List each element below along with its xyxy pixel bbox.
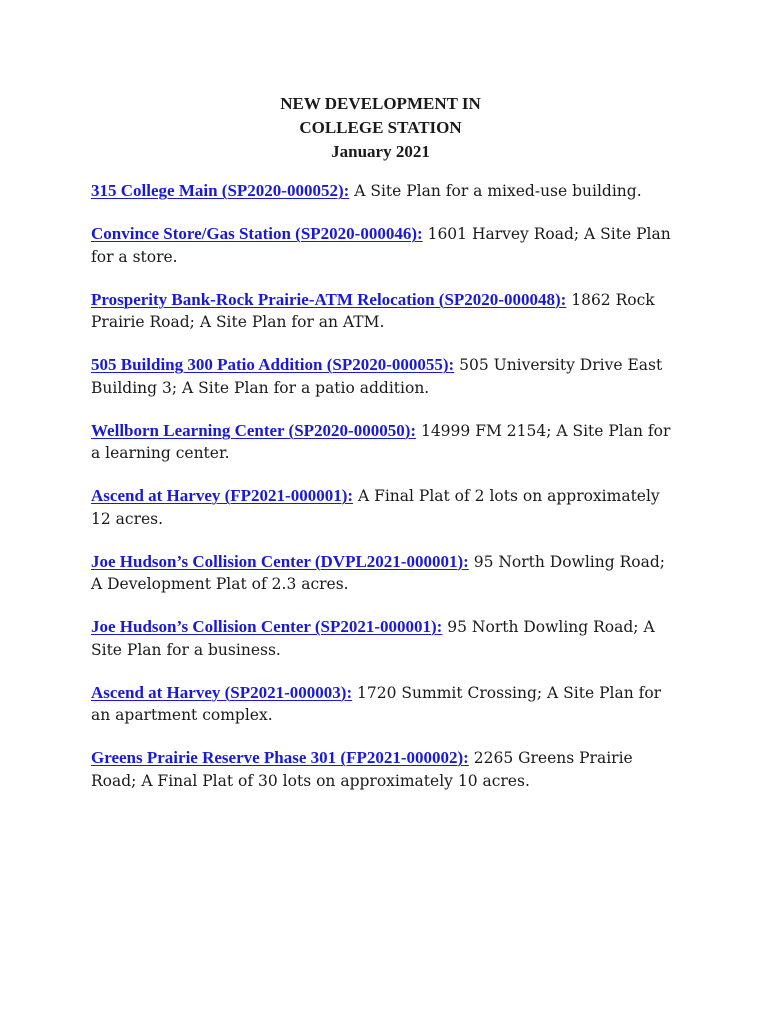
entry-description: 2265 Greens Prairie Road; A Final Plat of 30 lots on approximately 10 acres.: [91, 749, 633, 790]
list-item: [91, 354, 676, 399]
list-item: [91, 180, 676, 203]
entry-description: 1862 Rock Prairie Road; A Site Plan for an ATM.: [91, 290, 655, 331]
header-line-3: January 2021: [331, 142, 430, 161]
entry-link[interactable]: Joe Hudson’s Collision Center (SP2021-000001):: [91, 617, 443, 636]
entry-description: 1720 Summit Crossing; A Site Plan for an apartment complex.: [91, 683, 662, 724]
header-line-2: COLLEGE STATION: [299, 118, 462, 137]
entry-link[interactable]: 315 College Main (SP2020-000052):: [91, 181, 350, 200]
entry-link[interactable]: Prosperity Bank-Rock Prairie-ATM Relocation (SP2020-000048):: [91, 289, 567, 309]
list-item: [91, 551, 676, 596]
entry-link[interactable]: Greens Prairie Reserve Phase 301 (FP2021-000002):: [91, 748, 469, 767]
list-item: [91, 616, 676, 661]
development-list: [91, 180, 670, 792]
list-item: [91, 747, 676, 792]
entry-link[interactable]: Ascend at Harvey (FP2021-000001):: [91, 486, 354, 505]
entry-description: 95 North Dowling Road; A Development Plat of 2.3 acres.: [91, 552, 665, 593]
list-item: [91, 485, 676, 530]
entry-description: A Final Plat of 2 lots on approximately 12 acres.: [91, 487, 660, 528]
entry-link[interactable]: Joe Hudson’s Collision Center (DVPL2021-000001):: [91, 551, 469, 571]
entry-description: A Site Plan for a mixed-use building.: [349, 182, 642, 200]
list-item: [91, 289, 676, 334]
entry-description: 14999 FM 2154; A Site Plan for a learning center.: [91, 421, 671, 462]
entry-description: 505 University Drive East Building 3; A Site Plan for a patio addition.: [91, 356, 663, 397]
entry-description: 1601 Harvey Road; A Site Plan for a store.: [91, 225, 671, 266]
list-item: [91, 420, 676, 465]
entry-link[interactable]: Convince Store/Gas Station (SP2020-000046):: [91, 224, 423, 243]
entry-link[interactable]: Wellborn Learning Center (SP2020-000050):: [91, 420, 417, 440]
header-line-1: NEW DEVELOPMENT IN: [280, 94, 481, 113]
document-header: [91, 92, 670, 164]
entry-link[interactable]: 505 Building 300 Patio Addition (SP2020-000055):: [91, 355, 455, 374]
entry-description: 95 North Dowling Road; A Site Plan for a business.: [91, 618, 655, 659]
list-item: [91, 223, 676, 268]
list-item: [91, 682, 676, 727]
entry-link[interactable]: Ascend at Harvey (SP2021-000003):: [91, 682, 353, 702]
